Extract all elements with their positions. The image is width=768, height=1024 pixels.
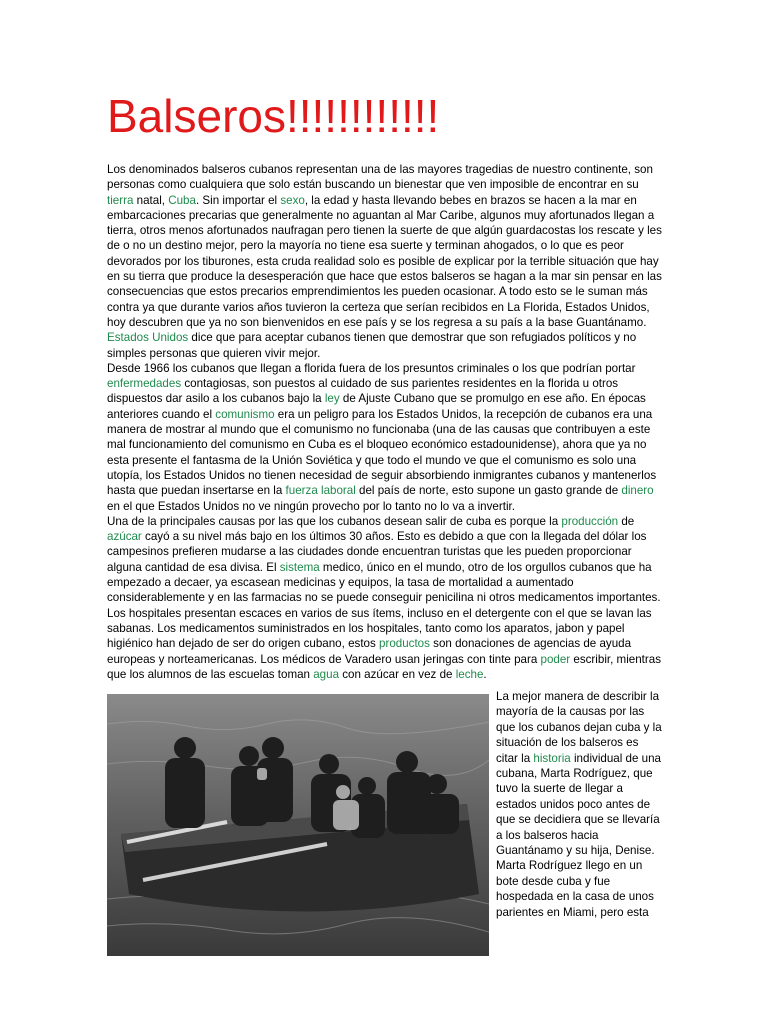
link-dinero[interactable]: dinero bbox=[621, 484, 654, 498]
text-run: en el que Estados Unidos no ve ningún provecho por lo tanto no lo va a invertir. bbox=[107, 499, 515, 513]
side-column-text bbox=[496, 689, 662, 920]
link-sistema[interactable]: sistema bbox=[279, 560, 320, 574]
paragraph-3 bbox=[107, 514, 663, 682]
text-run: natal, bbox=[133, 193, 169, 207]
text-run: Desde 1966 los cubanos que llegan a florida fuera de los presuntos criminales o los que podrían portar bbox=[107, 361, 636, 375]
link-ley[interactable]: ley bbox=[324, 392, 340, 406]
link-agua[interactable]: agua bbox=[313, 667, 340, 681]
text-run: Los denominados balseros cubanos representan una de las mayores tragedias de nuestro continente, son personas como cualquiera que solo están buscando un bienestar que ven imposible de encontrar en su bbox=[107, 163, 653, 192]
photo-illustration bbox=[107, 694, 489, 956]
link-fuerza-laboral[interactable]: fuerza laboral bbox=[285, 484, 356, 498]
text-run: contagiosas, son puestos al cuidado de sus parientes residentes en la florida u otros dispuestos dar asilo a los cubanos bajo la bbox=[107, 377, 619, 406]
link-azucar[interactable]: azúcar bbox=[107, 530, 142, 544]
text-run: de Ajuste Cubano que se promulgo en ese año. En épocas anteriores cuando el bbox=[107, 392, 646, 421]
text-run: , la edad y hasta llevando bebes en brazos se hacen a la mar en embarcaciones precarias que generalmente no aguantan al Mar Caribe, algunos muy afortunados llegan a tierra, otros menos afortunados naufragan pero tienen la suerte de que algún guardacostas los rescate y les de o no un destino mejor, pero la mayoría no tiene esa suerte y terminan ahogados, o lo que es peor devorados por los tiburones, esta cruda realidad solo es posible de explicar por la terrible situación que hay en su tierra que produce la desesperación que hace que estos balseros se hagan a la mar sin pensar en las consecuencias que estos precarios emprendimientos les pueden ocasionar. A todo esto se le suman más contra ya que durante varios años tuvieron la certeza que serían recibidos en La Florida, Estados Unidos, hoy descubren que ya no son bienvenidos en ese país y se los regresa a su país a la base Guantánamo. bbox=[107, 193, 662, 329]
link-produccion[interactable]: producción bbox=[561, 514, 619, 528]
text-run: La mejor manera de describir la mayoría de la causas por las que los cubanos dejan cuba y la situación de los balseros es citar la bbox=[496, 690, 662, 765]
text-run: . Sin importar el bbox=[195, 193, 281, 207]
text-run: medico, único en el mundo, otro de los orgullos cubanos que ha empezado a decaer, ya escasean medicinas y equipos, la tasa de mortalidad a aumentado considerablemente y en las farmacias no se puede conseguir penicilina ni otros medicamentos importantes. Los hospitales presentan escaces en varios de sus ítems, incluso en el detergente con el que se lavan las sabanas. Los medicamentos suministrados en los hospitales, tanto como los aparatos, jabon y papel higiénico han dejado de ser do origen cubano, estos bbox=[107, 560, 661, 651]
link-productos[interactable]: productos bbox=[379, 637, 430, 651]
link-cuba[interactable]: Cuba bbox=[168, 193, 196, 207]
text-run: individual de una cubana, Marta Rodríguez, que tuvo la suerte de llegar a estados unidos poco antes de que se decidiera que se llevaría a los balseros hacia Guantánamo y su hija, Denise. Marta Rodríguez llego en un bote desde cuba y fue hospedada en la casa de unos parientes en Miami, pero esta bbox=[496, 751, 661, 919]
text-run: escribir, mientras que los alumnos de las escuelas toman bbox=[107, 652, 662, 681]
text-run: era un peligro para los Estados Unidos, la recepción de cubanos era una manera de mostrar al mundo que el comunismo no funcionaba (una de las causas que contribuyen a este mal funcionamiento del comunismo en Cuba es el bloqueo económico estadounidense), ahora que ya no esta presente el fantasma de la Unión Soviética y que todo el mundo ve que el comunismo es solo una utopía, los Estados Unidos no tienen necesidad de seguir absorbiendo inmigrantes cubanos y mantenerlos hasta que puedan insertarse en la bbox=[107, 407, 657, 498]
link-sexo[interactable]: sexo bbox=[280, 193, 305, 207]
link-enfermedades[interactable]: enfermedades bbox=[107, 377, 182, 391]
link-historia[interactable]: historia bbox=[533, 751, 571, 765]
paragraph-2 bbox=[107, 361, 663, 514]
paragraph-1 bbox=[107, 162, 663, 361]
link-estados-unidos[interactable]: Estados Unidos bbox=[107, 331, 189, 345]
page-title: Balseros!!!!!!!!!!!! bbox=[107, 90, 440, 142]
link-poder[interactable]: poder bbox=[540, 652, 571, 666]
side-paragraph bbox=[496, 689, 662, 920]
article-body bbox=[107, 162, 663, 682]
link-comunismo[interactable]: comunismo bbox=[215, 407, 275, 421]
text-run: de bbox=[618, 514, 635, 528]
text-run: . bbox=[483, 667, 487, 681]
link-leche[interactable]: leche bbox=[455, 667, 484, 681]
text-run: dice que para aceptar cubanos tienen que demostrar que son refugiados políticos y no simples personas que quieren vivir mejor. bbox=[107, 331, 637, 360]
link-tierra[interactable]: tierra bbox=[107, 193, 134, 207]
text-run: del país de norte, esto supone un gasto grande de bbox=[355, 484, 622, 498]
text-run: con azúcar en vez de bbox=[339, 667, 456, 681]
text-run: cayó a su nivel más bajo en los últimos 30 años. Esto es debido a que con la llegada del dólar los campesinos prefieren mudarse a las ciudades donde encuentran turistas que les pueden proporcionar alguna cantidad de esa divisa. El bbox=[107, 530, 647, 574]
text-run: son donaciones de agencias de ayuda europeas y norteamericanas. Los médicos de Varadero usan jeringas con tinte para bbox=[107, 637, 632, 666]
text-run: Una de la principales causas por las que los cubanos desean salir de cuba es porque la bbox=[107, 514, 562, 528]
balseros-photo bbox=[107, 694, 489, 956]
